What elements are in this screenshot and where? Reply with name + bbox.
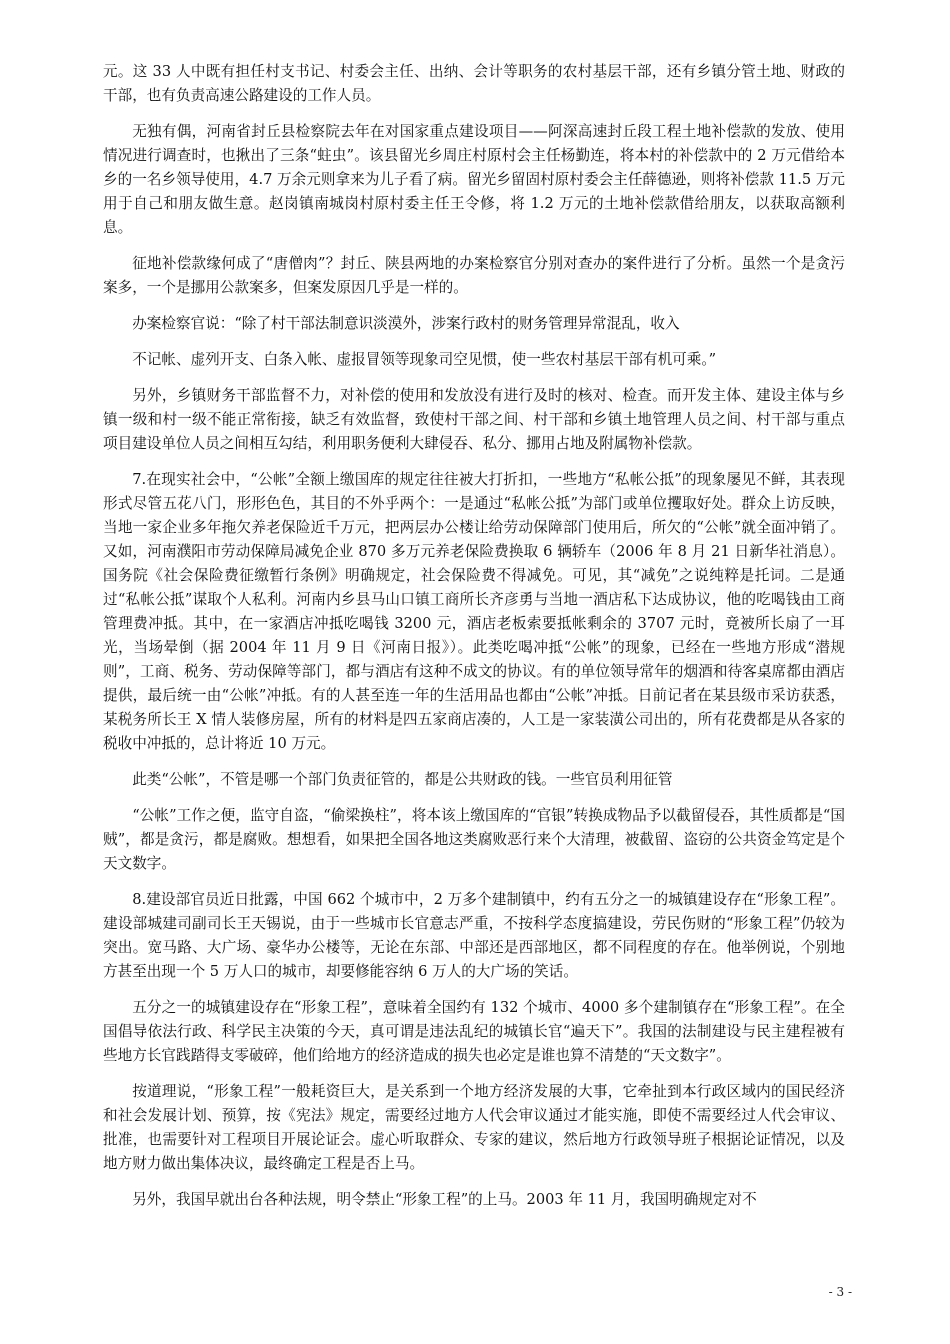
- paragraph: 7.在现实社会中，“公帐”全额上缴国库的规定往往被大打折扣，一些地方“私帐公抵”的现象屡见不鲜，其表现形式尽管五花八门，形形色色，其目的不外乎两个：一是通过“私帐公抵”为部门或单位攫取好处。群众上访反映，当地一家企业多年拖欠养老保险近千万元，把两层办公楼让给劳动保障部门使用后，所欠的“公帐”就全面冲销了。又如，河南濮阳市劳动保障局减免企业 870 多万元养老保险费换取 6 辆轿车（2006 年 8 月 21 日新华社消息）。国务院《社会保险费征缴暂行条例》明确规定，社会保险费不得减免。可见，其“减免”之说纯粹是托词。二是通过“私帐公抵”谋取个人私利。河南内乡县马山口镇工商所长齐彦勇与当地一酒店私下达成协议，他的吃喝钱由工商管理费冲抵。其中，在一家酒店冲抵吃喝钱 3200 元，酒店老板索要抵帐剩余的 3707 元时，竟被所长扇了一耳光，当场晕倒（据 2004 年 11 月 9 日《河南日报》）。此类吃喝冲抵“公帐”的现象，已经在一些地方形成“潜规则”，工商、税务、劳动保障等部门，都与酒店有这种不成文的协议。有的单位领导常年的烟酒和待客桌席都由酒店提供，最后统一由“公帐”冲抵。有的人甚至连一年的生活用品也都由“公帐”冲抵。日前记者在某县级市采访获悉，某税务所长王 X 情人装修房屋，所有的材料是四五家商店凑的，人工是一家装潢公司出的，所有花费都是从各家的税收中冲抵的，总计将近 10 万元。: [103, 471, 845, 752]
- paragraph: 按道理说，“形象工程”一般耗资巨大，是关系到一个地方经济发展的大事，它牵扯到本行政区域内的国民经济和社会发展计划、预算，按《宪法》规定，需要经过地方人代会审议通过才能实施，即使不需要经过人代会审议、批准，也需要针对工程项目开展论证会。虚心听取群众、专家的建议，然后地方行政领导班子根据论证情况，以及地方财力做出集体决议，最终确定工程是否上马。: [103, 1083, 845, 1172]
- paragraph: 不记帐、虚列开支、白条入帐、虚报冒领等现象司空见惯，使一些农村基层干部有机可乘。”: [132, 351, 717, 368]
- paragraph: 元。这 33 人中既有担任村支书记、村委会主任、出纳、会计等职务的农村基层干部，还有乡镇分管土地、财政的干部，也有负责高速公路建设的工作人员。: [103, 63, 845, 104]
- page-number: - 3 -: [828, 1285, 852, 1299]
- paragraph: 8.建设部官员近日批露，中国 662 个城市中，2 万多个建制镇中，约有五分之一的城镇建设存在“形象工程”。建设部城建司副司长王天锡说，由于一些城市长官意志严重，不按科学态度搞建设，劳民伤财的“形象工程”仍较为突出。宽马路、大广场、豪华办公楼等，无论在东部、中部还是西部地区，都不同程度的存在。他举例说，个别地方甚至出现一个 5 万人口的城市，却要修能容纳 6 万人的大广场的笑话。: [103, 891, 845, 980]
- paragraph: 另外，我国早就出台各种法规，明令禁止“形象工程”的上马。2003 年 11 月，我国明确规定对不: [132, 1191, 757, 1208]
- paragraph: 征地补偿款缘何成了“唐僧肉”？封丘、陕县两地的办案检察官分别对查办的案件进行了分析。虽然一个是贪污案多，一个是挪用公款案多，但案发原因几乎是一样的。: [103, 255, 845, 296]
- paragraph: 办案检察官说：“除了村干部法制意识淡漠外，涉案行政村的财务管理异常混乱，收入: [132, 315, 680, 332]
- document-body: [103, 60, 845, 1224]
- paragraph: 此类“公帐”，不管是哪一个部门负责征管的，都是公共财政的钱。一些官员利用征管: [132, 771, 673, 788]
- paragraph: 五分之一的城镇建设存在“形象工程”，意味着全国约有 132 个城市、4000 多个建制镇存在“形象工程”。在全国倡导依法行政、科学民主决策的今天，真可谓是违法乱纪的城镇长官“遍天下”。我国的法制建设与民主建程被有些地方长官践踏得支零破碎，他们给地方的经济造成的损失也必定是谁也算不清楚的“天文数字”。: [103, 999, 845, 1064]
- paragraph: “公帐”工作之便，监守自盗，“偷梁换柱”，将本该上缴国库的“官银”转换成物品予以截留侵吞，其性质都是“国贼”，都是贪污，都是腐败。想想看，如果把全国各地这类腐败恶行来个大清理，被截留、盗窃的公共资金笃定是个天文数字。: [103, 807, 845, 872]
- paragraph: 另外，乡镇财务干部监督不力，对补偿的使用和发放没有进行及时的核对、检查。而开发主体、建设主体与乡镇一级和村一级不能正常衔接，缺乏有效监督，致使村干部之间、村干部和乡镇土地管理人员之间、村干部与重点项目建设单位人员之间相互勾结，利用职务便利大肆侵吞、私分、挪用占地及附属物补偿款。: [103, 387, 845, 452]
- paragraph: 无独有偶，河南省封丘县检察院去年在对国家重点建设项目——阿深高速封丘段工程土地补偿款的发放、使用情况进行调查时，也揪出了三条“蛀虫”。该县留光乡周庄村原村会主任杨勤连，将本村的补偿款中的 2 万元借给本乡的一名乡领导使用，4.7 万余元则拿来为儿子看了病。留光乡留固村原村委会主任薛德逊，则将补偿款 11.5 万元用于自己和朋友做生意。赵岗镇南城岗村原村委主任王令修，将 1.2 万元的土地补偿款借给朋友，以获取高额利息。: [103, 123, 845, 236]
